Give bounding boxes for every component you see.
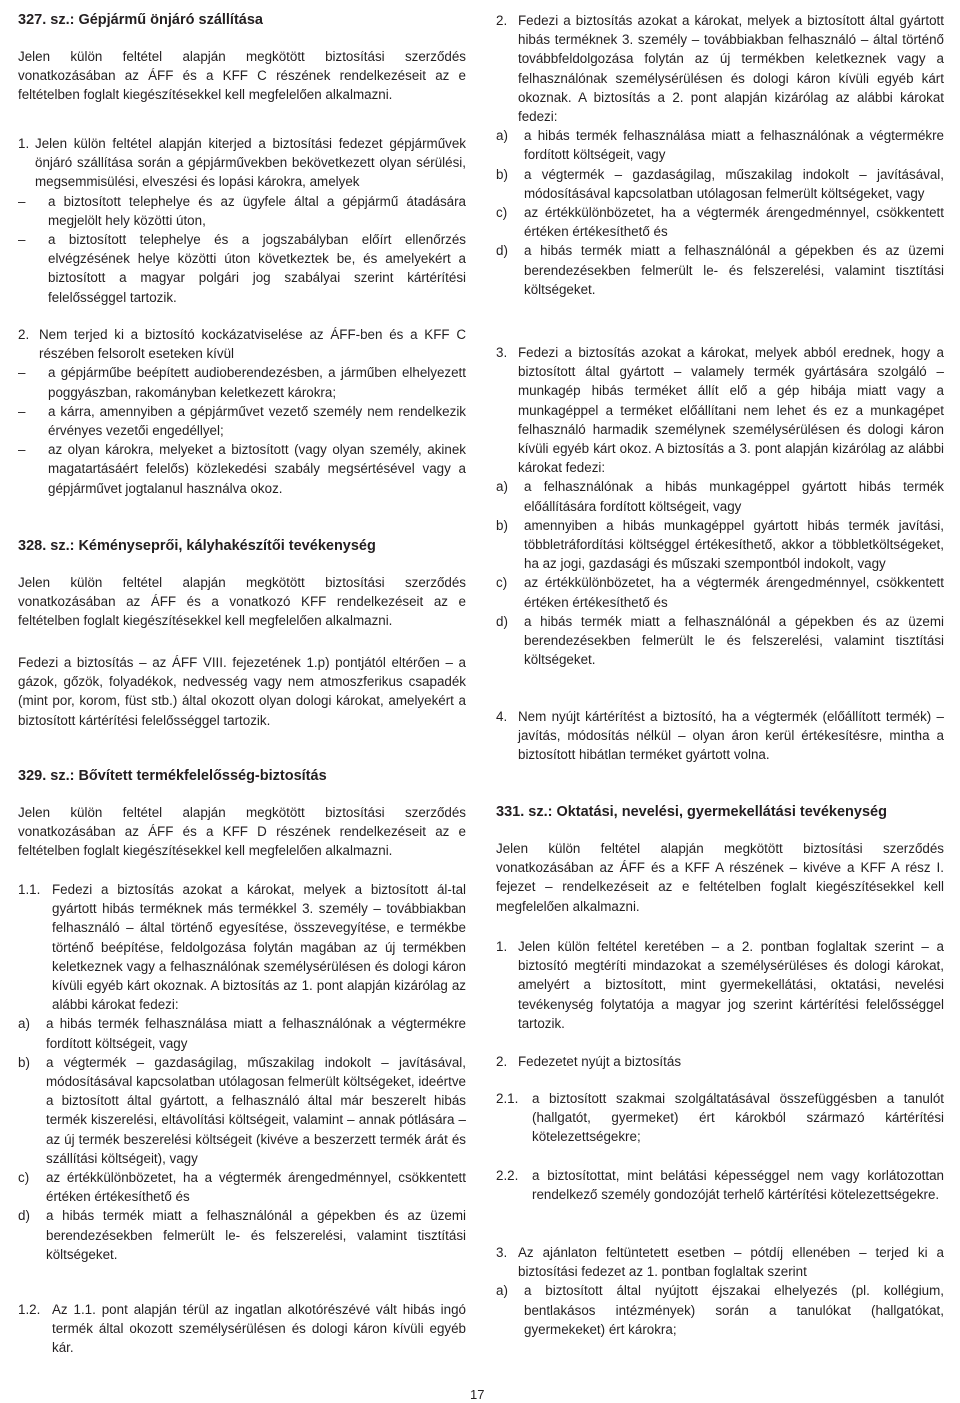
section-331-title [496, 803, 944, 822]
page-number: 17 [470, 1387, 485, 1402]
section-329-point-2: 2. Fedezi a biztosítás azokat a károkat, melyek a biztosított által gyártott hibás terméknek 3. személy – továbbiakban felhasználó – által történő továbbfeldolgozása folytán az új termékben keletkeznek vagy a felhasználónak személysérülésen és dologi káron kívüli egyéb kárt okoznak. A biztosítás a 2. pont alapján kizárólag az alábbi károkat fedezi: [496, 13, 944, 125]
section-327-dash-1: – a biztosított telephelye és az ügyfele által a gépjármű átadására megjelölt hely közötti úton, [18, 193, 466, 228]
section-328-title [18, 537, 466, 556]
section-327-point-2: 2. Nem terjed ki a biztosító kockázatviselése az ÁFF-ben és a KFF C részében felsorolt eseteken kívül [18, 327, 466, 362]
section-328-intro: Jelen külön feltétel alapján megkötött biztosítási szerződés vonatkozásában az ÁFF és a vonatkozó KFF rendelkezéseit az e feltételben foglalt kiegészítésekkel kell megfelelően alkalmazni. [18, 575, 466, 629]
section-329-item-b: b) a végtermék – gazdaságilag, műszakilag indokolt – javításával, módosításával kapcsolatban utólagosan felmerült költségeket, ideértve a biztosított által gyártott, a felhasználó által már beszerelt hibás termék kiszerelési, eltávolítási költségeit, valamint – annak pótlására – az új termék beszerelési költségeit (kivéve a beszerzett termék árát és szállítási költségeit), vagy [18, 1054, 466, 1166]
section-327-point-1: 1. Jelen külön feltétel alapján kiterjed a biztosítási fedezet gépjárművek önjáró szállítása során a gépjárművekben bekövetkezett olyan sérülési, megsemmisülési, elveszési és lopási károkra, amelyek [18, 136, 466, 190]
section-327-exclusion-1: – a gépjárműbe beépített audioberendezésben, a járműben elhelyezett poggyászban, rakományban keletkezett károkra; [18, 365, 466, 400]
section-328-paragraph: Fedezi a biztosítás – az ÁFF VIII. fejezetének 1.p) pontjától eltérően – a gázok, gőzök, folyadékok, nedvesség vagy nem atmoszferikus csapadék (mint por, korom, füst stb.) által okozott olyan dologi károkat, amelyekért a biztosított kártérítési felelősséggel tartozik. [18, 655, 466, 728]
section-331-point-3: 3. Az ajánlaton feltüntetett esetben – pótdíj ellenében – terjed ki a biztosítási fedezet az 1. pontban foglaltak szerint [496, 1245, 944, 1280]
point-2-item-b: b) a végtermék – gazdaságilag, műszakilag indokolt – javításával, módosításával kapcsolatban utólagosan felmerült költségeket, vagy [496, 166, 944, 201]
section-329-point-4: 4. Nem nyújt kártérítést a biztosító, ha a végtermék (előállított termék) – javítás, módosítás nélkül – olyan áron kerül értékesítésre, mintha a biztosított hibátlan terméket gyártott volna. [496, 709, 944, 763]
section-heading: : Gépjármű önjáró szállítása [69, 12, 263, 28]
section-heading: : Kéményseprői, kályhakészítői tevékenység [69, 538, 376, 554]
point-2-item-d: d) a hibás termék miatt a felhasználónál a gépekben és az üzemi berendezésekben felmerült le- és felszerelési, valamint tisztítási költségeket. [496, 243, 944, 297]
point-2-item-c: c) az értékkülönbözetet, ha a végtermék árengedménnyel, csökkentett értéken értékesíthető és [496, 205, 944, 240]
point-3-item-b: b) amennyiben a hibás munkagéppel gyártott hibás termék javítási, többletráfordítási költséggel értékesíthető, akkor a többletköltségeket, ha az jogi, gazdasági és műszaki szempontból indokolt, vagy [496, 517, 944, 572]
section-329-point-3: 3. Fedezi a biztosítás azokat a károkat, melyek abból erednek, hogy a biztosított által gyártott – valamely termék gyártására szolgáló – munkagép hibás terméket állít elő a gép hibája miatt vagy a munkagéppel a terméket előállítani nem lehet és ez a munkagépet felhasználó harmadik személynek személysérülésen és dologi káron kívüli egyéb kárt okoz. A biztosítás a 3. pont alapján kizárólag az alábbi károkat fedezi: [496, 345, 944, 476]
point-3-item-a: a) a biztosított által nyújtott éjszakai elhelyezés (pl. kollégium, bentlakásos intézmények) során a tanulókat (hallgatókat, gyermekeket) ért károkra; [496, 1283, 944, 1337]
section-331-point-2-1: 2.1. a biztosított szakmai szolgáltatásával összefüggésben a tanulót (hallgatót, gyermeket) ért károkból származó kártérítési kötelezettségekre; [496, 1091, 944, 1145]
section-331-intro: Jelen külön feltétel alapján megkötött biztosítási szerződés vonatkozásában az ÁFF és a KFF A részének – kivéve a KFF A rész I. fejezet – rendelkezéseit az e feltételben foglalt kiegészítésekkel kell megfelelően alkalmazni. [496, 841, 944, 914]
section-329-item-c: c) az értékkülönbözetet, ha a végtermék árengedménnyel, csökkentett értéken értékesíthető és [18, 1170, 466, 1205]
point-3-item-d: d) a hibás termék miatt a felhasználónál a gépekben és az üzemi berendezésekben felmerült le és felszerelési, valamint tisztítási költségeket. [496, 613, 944, 668]
section-327-exclusion-2: – a kárra, amennyiben a gépjárművet vezető személy nem rendelkezik érvényes vezetői engedéllyel; [18, 403, 466, 439]
section-327-intro: Jelen külön feltétel alapján megkötött biztosítási szerződés vonatkozásában az ÁFF és a KFF C részének rendelkezéseit az e feltételben foglalt kiegészítésekkel kell megfelelően alkalmazni. [18, 49, 466, 103]
section-327-exclusion-3: – az olyan károkra, melyeket a biztosított (vagy olyan személy, akinek magatartásáért felelős) közlekedési szabály megsértésével vagy a gépjárművet jogtalanul használva okoz. [18, 442, 466, 496]
section-heading: : Bővített termékfelelősség-biztosítás [69, 768, 327, 784]
section-329-item-a: a) a hibás termék felhasználása miatt a felhasználónak a végtermékre fordított költségeit, vagy [18, 1016, 466, 1051]
section-327-title [18, 11, 466, 30]
section-number: 329. sz. [18, 768, 70, 784]
point-3-item-a: a) a felhasználónak a hibás munkagéppel gyártott hibás termék előállítására fordított költségeit, vagy [496, 479, 944, 514]
section-329-item-d: d) a hibás termék miatt a felhasználónál a gépekben és az üzemi berendezésekben felmerült le- és felszerelési, valamint tisztítási költségeket. [18, 1208, 466, 1262]
section-329-title [18, 767, 466, 786]
section-327-dash-2: – a biztosított telephelye és a jogszabályban előírt ellenőrzés elvégzésének helye közötti úton következtek be, és amelyekért a biztosított a magyar polgári jog szabályai szerint kártérítési felelősséggel tartozik. [18, 232, 466, 305]
section-329-intro: Jelen külön feltétel alapján megkötött biztosítási szerződés vonatkozásában az ÁFF és a KFF D részének rendelkezéseit az e feltételben foglalt kiegészítésekkel kell megfelelően alkalmazni. [18, 805, 466, 859]
section-number: 328. sz. [18, 538, 70, 554]
point-2-item-a: a) a hibás termék felhasználása miatt a felhasználónak a végtermékre fordított költségeit, vagy [496, 128, 944, 163]
section-331-point-2-2: 2.2. a biztosítottat, mint belátási képességgel nem vagy korlátozottan rendelkező személy gondozóját terhelő kártérítési kötelezettségekre. [496, 1168, 944, 1203]
section-heading: : Oktatási, nevelési, gyermekellátási tevékenység [547, 804, 887, 820]
section-331-point-2: 2. Fedezetet nyújt a biztosítás [496, 1054, 682, 1069]
section-329-point-1-2: 1.2. Az 1.1. pont alapján térül az ingatlan alkotórészévé vált hibás ingó termék által okozott személysérülésen és dologi káron kívüli egyéb kár. [18, 1302, 466, 1356]
section-number: 327. sz. [18, 12, 70, 28]
section-number: 331. sz. [496, 804, 548, 820]
section-329-point-1-1: 1.1. Fedezi a biztosítás azokat a károkat, melyek a biztosított ál-tal gyártott hibás terméknek más termékkel 3. személy – továbbiakban felhasználó – által történő egyesítése, összevegyítése, e termékbe történő beépítése, feldolgozása folytán magában az új termékben keletkeznek vagy a felhasználónak személysérülésen és dologi káron kívüli egyéb kárt okoznak. A biztosítás az 1. pont alapján kizárólag az alábbi károkat fedezi: [18, 882, 466, 1013]
section-331-point-1: 1. Jelen külön feltétel keretében – a 2. pontban foglaltak szerint – a biztosító megtéríti mindazokat a személysérüléses és dologi károkat, amelyért a biztosított, mint gyermekellátási, oktatási, nevelési tevékenység folytatója a magyar jog szerint kártérítési felelősséggel tartozik. [496, 939, 944, 1031]
point-3-item-c: c) az értékkülönbözetet, ha a végtermék árengedménnyel, csökkentett értéken értékesíthető és [496, 575, 944, 610]
